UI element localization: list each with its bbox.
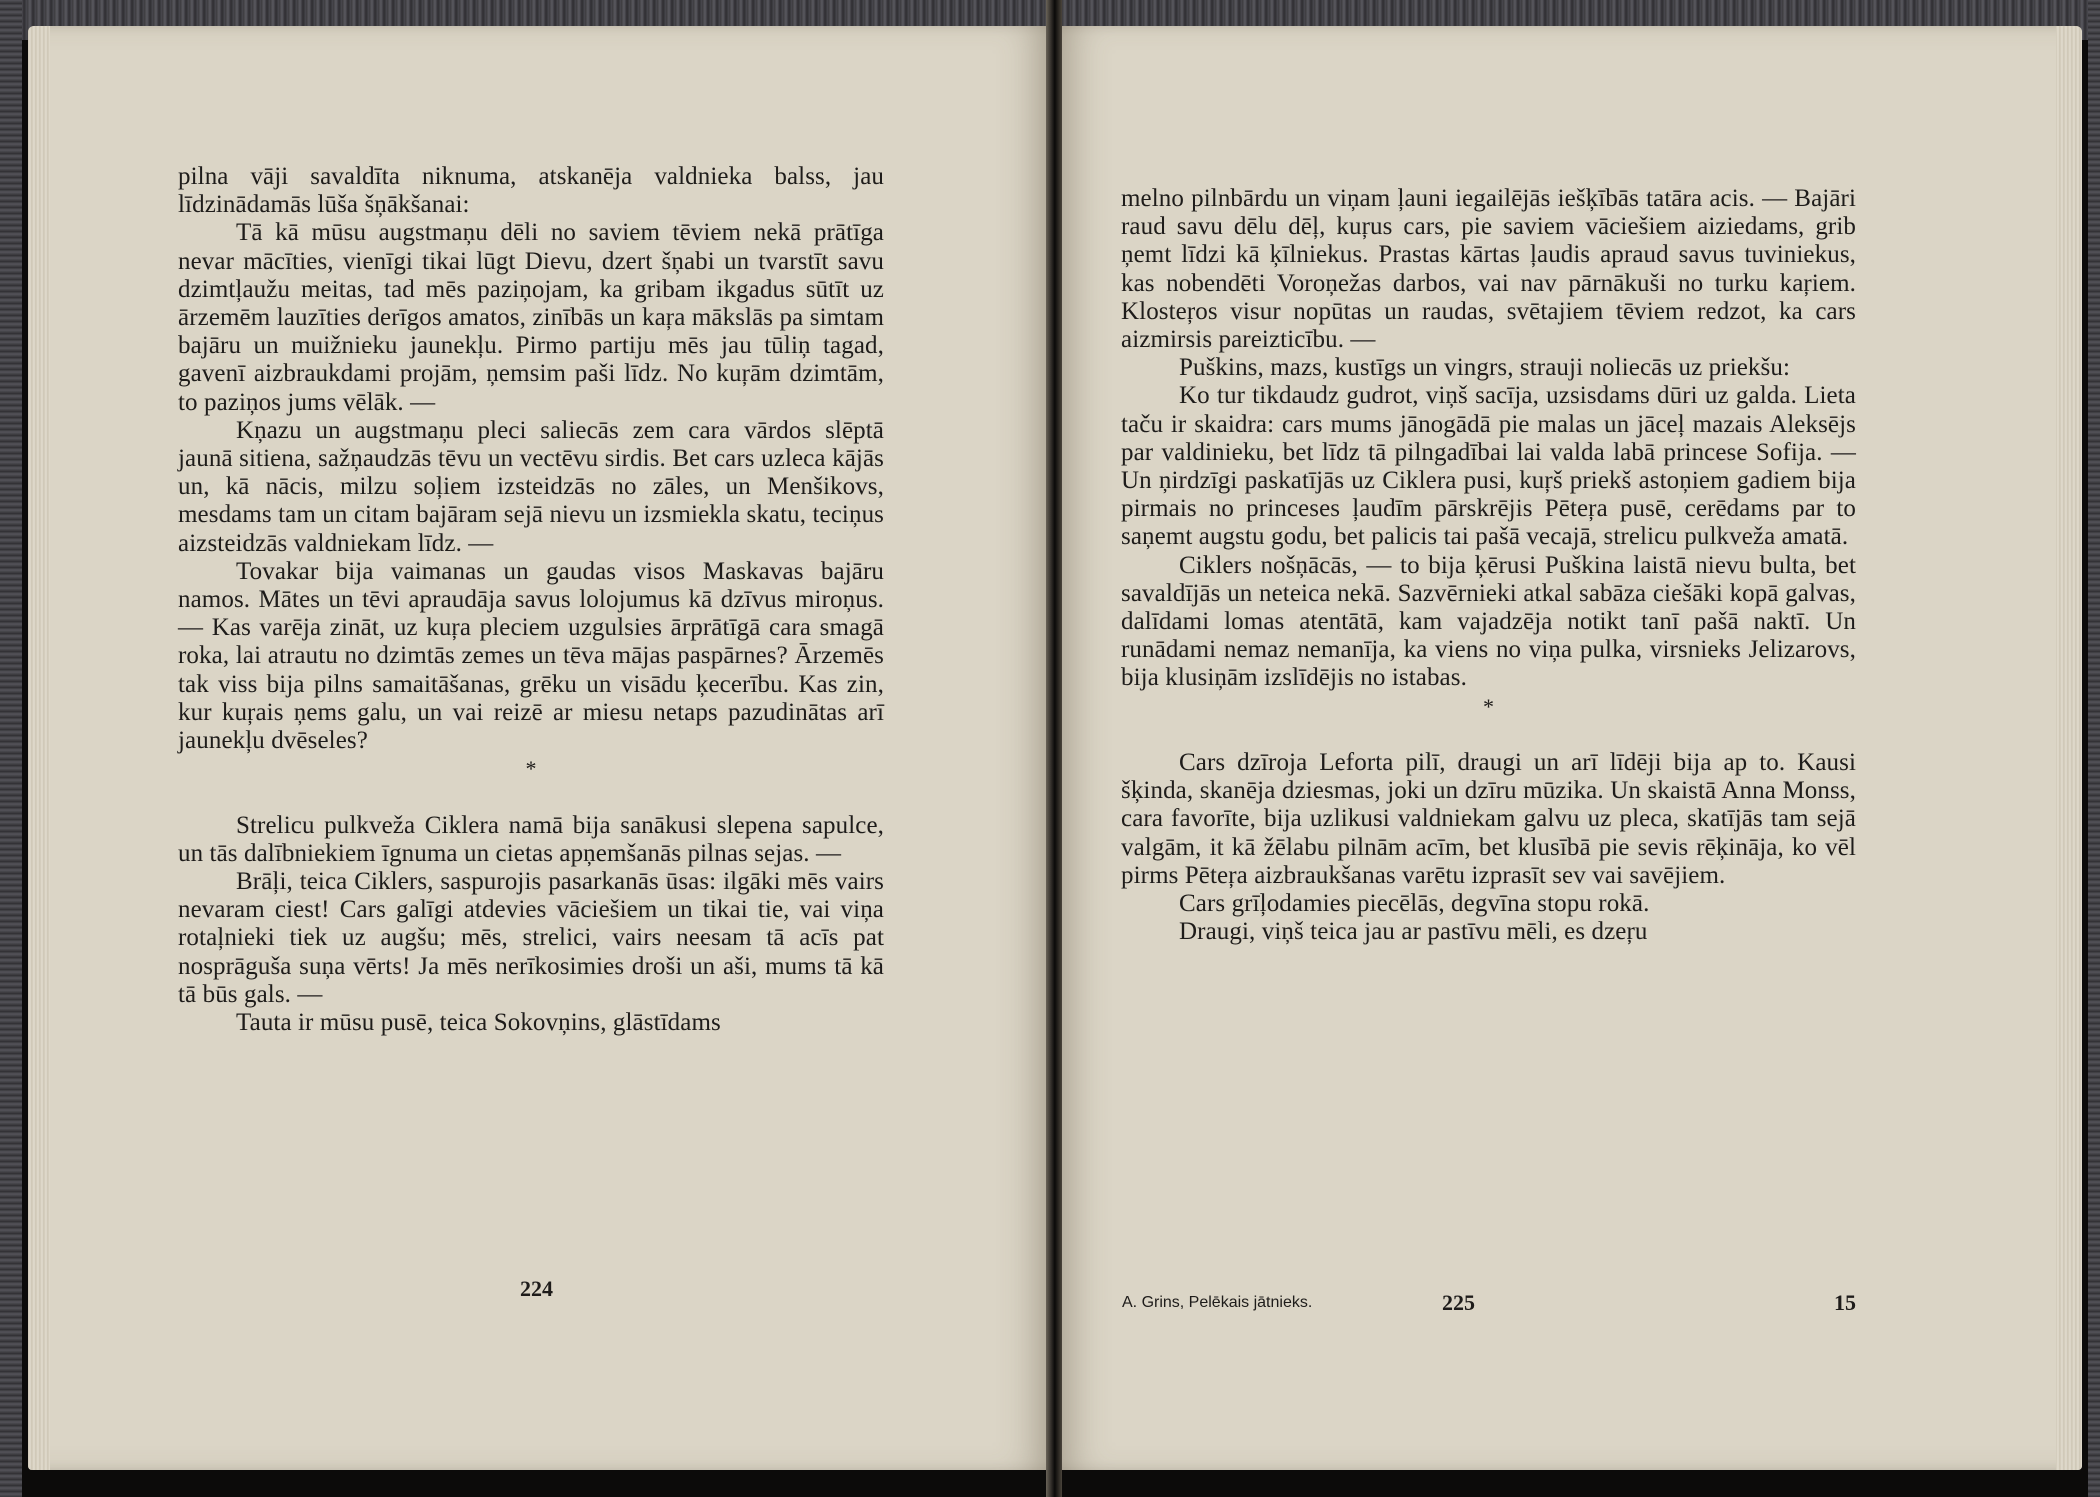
right-page-text	[1121, 185, 1856, 946]
paragraph: Puškins, mazs, kustīgs un vingrs, strauji noliecās uz priekšu:	[1179, 354, 1791, 382]
left-page-edges	[28, 26, 50, 1470]
paragraph: melno pilnbārdu un viņam ļauni iegailējās iešķībās tatāra acis. — Bajāri raud savu dēlu dēļ, kuŗus cars, pie saviem vāciešiem aiziedams, grib ņemt līdzi kā ķīlniekus. Prastas kārtas ļaudis apraud savus tuviniekus, kas nobendēti Voroņežas darbos, vai nav pārnākuši no turku kaŗiem. Klosteŗos visur nopūtas un raudas, svētajiem tēviem redzot, ka cars aizmirsis pareizticību. —	[1121, 185, 1856, 354]
book-cover-edge-left	[0, 0, 22, 1497]
signature-mark: 15	[1834, 1290, 1856, 1315]
book-cover-edge-right	[2088, 0, 2100, 1497]
paragraph: Kņazu un augstmaņu pleci saliecās zem cara vārdos slēptā jaunā sitiena, sažņaudzās tēvu un vectēvu sirdis. Bet cars uzleca kājās un, kā nācis, milzu soļiem izsteidzās no zāles, un Menšikovs, mesdams tam un citam bajāram sejā nievu un izsmiekla skatu, teciņus aizsteidzās valdniekam līdz. —	[178, 416, 884, 557]
right-page-number: 225	[1442, 1290, 1475, 1315]
book-gutter	[1046, 0, 1062, 1497]
left-page-text	[178, 163, 884, 1037]
paragraph: Cars dzīroja Leforta pilī, draugi un arī līdēji bija ap to. Kausi šķinda, skanēja dziesmas, joki un dzīru mūzika. Un skaistā Anna Monss, cara favorīte, bija uzlikusi valdniekam galvu uz pleca, skatījās tam sejā valgām, it kā žēlabu pilnām acīm, bet klusībā pie sevis rēķināja, ko vēl pirms Pēteŗa aizbraukšanas varētu izprasīt sev vai savējiem.	[1121, 749, 1856, 889]
left-page-number: 224	[520, 1276, 553, 1301]
paragraph: Strelicu pulkveža Ciklera namā bija sanākusi slepena sapulce, un tās dalībniekiem īgnuma un cietas apņemšanās pilnas sejas. —	[178, 811, 884, 867]
paragraph: Tovakar bija vaimanas un gaudas visos Maskavas bajāru namos. Mātes un tēvi apraudāja savus lolojumus kā dzīvus miroņus. — Kas varēja zināt, uz kuŗa pleciem uzgulsies ārprātīgā cara smagā roka, lai atrautu no dzimtās zemes un tēva mājas paspārnes? Ārzemēs tak viss bija pilns samaitāšanas, grēku un visādu ķecerību. Kas zin, kur kuŗais ņems galu, un vai reizē ar miesu netaps pazudinātas arī jaunekļu dvēseles?	[178, 557, 884, 755]
paragraph: Tā kā mūsu augstmaņu dēli no saviem tēviem nekā prātīga nevar mācīties, vienīgi tikai lūgt Dievu, dzert šņabi un tvarstīt savu dzimtļaužu meitas, tad mēs paziņojam, ka gribam ikgadus sūtīt uz ārzemēm lauzīties derīgos amatos, zinībās un kaŗa mākslās pa simtam bajāru un muižnieku jaunekļu. Pirmo partiju mēs jau tūliņ tagad, gavenī aizbraukdami projām, ņemsim paši līdz. No kuŗām dzimtām, to paziņos jums vēlāk. —	[178, 219, 884, 416]
section-separator: *	[1482, 693, 1495, 719]
right-page-edges	[2056, 26, 2082, 1470]
paragraph: Tauta ir mūsu pusē, teica Sokovņins, glāstīdams	[236, 1009, 721, 1037]
paragraph: Ciklers nošņācās, — to bija ķērusi Puškina laistā nievu bulta, bet savaldījās un neteica nekā. Sazvērnieki atkal sabāza ciešāki kopā galvas, dalīdami lomas atentātā, kam vajadzēja notikt tanī pašā naktī. Un runādami nemaz nemanīja, ka viens no viņa pulka, virsnieks Jelizarovs, bija klusiņām izslīdējis no istabas.	[1121, 551, 1856, 692]
paragraph: pilna vāji savaldīta niknuma, atskanēja valdnieka balss, jau līdzinādamās lūša šņākšanai:	[178, 163, 884, 219]
section-separator: *	[525, 756, 537, 782]
paragraph: Ko tur tikdaudz gudrot, viņš sacīja, uzsisdams dūri uz galda. Lieta taču ir skaidra: cars mums jānogādā pie malas un jāceļ mazais Aleksējs par valdinieku, bet līdz tā pilngadībai lai valda labā princese Sofija. — Un ņirdzīgi paskatījās uz Ciklera pusi, kuŗš priekš astoņiem gadiem bija pirmais no princeses ļaudīm pārskrējis Pēteŗa pusē, cerēdams par to saņemt augstu godu, bet palicis tai pašā vecajā, strelicu pulkveža amatā.	[1121, 382, 1856, 551]
paragraph: Cars grīļodamies piecēlās, degvīna stopu rokā.	[1179, 890, 1650, 918]
footer-author-title: A. Grins, Pelēkais jātnieks.	[1122, 1294, 1313, 1311]
paragraph: Draugi, viņš teica jau ar pastīvu mēli, es dzeŗu	[1179, 918, 1648, 946]
paragraph: Brāļi, teica Ciklers, saspurojis pasarkanās ūsas: ilgāki mēs vairs nevaram ciest! Cars galīgi atdevies vāciešiem un tikai tie, vai viņa rotaļnieki tiek uz augšu; mēs, strelici, vairs neesam tā acīs pat nosprāguša suņa vērts! Ja mēs nerīkosimies droši un aši, mums tā kā tā būs gals. —	[178, 868, 884, 1008]
right-page-footer	[1122, 1290, 1856, 1320]
